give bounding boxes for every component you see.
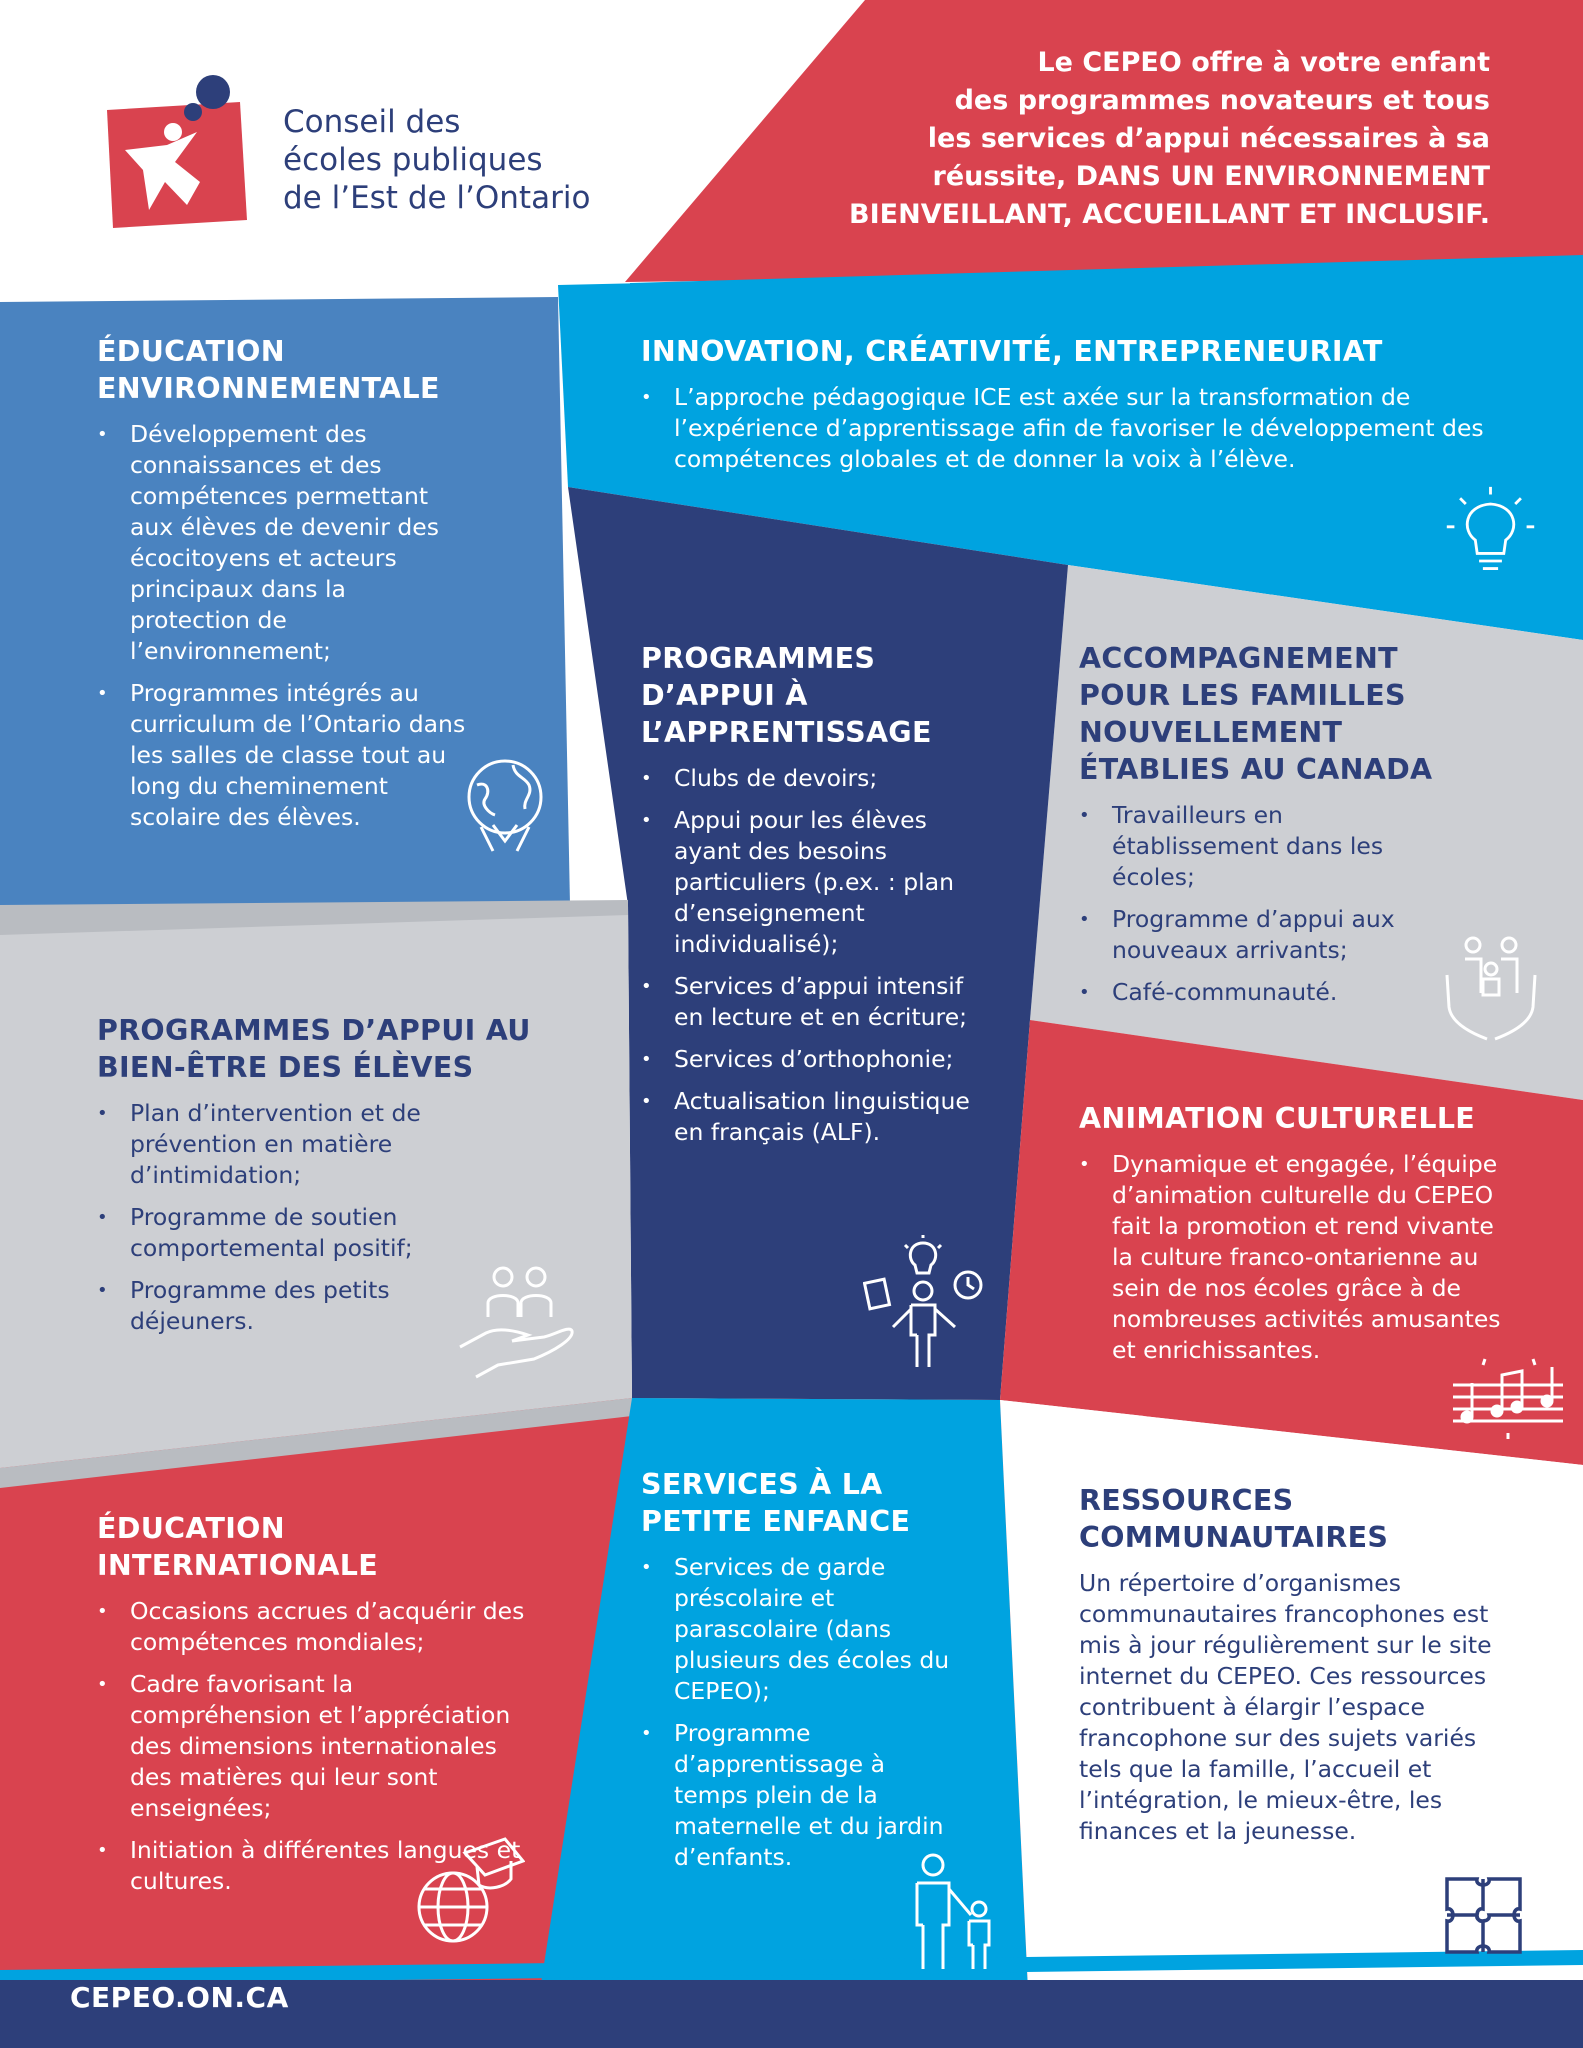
- header-tagline: [730, 44, 1490, 234]
- section-innovation: [641, 333, 1521, 486]
- section-title: [641, 333, 1521, 370]
- list-item: • Services d’orthophonie;: [641, 1044, 971, 1075]
- list-item: • Actualisation linguistique en français (ALF).: [641, 1086, 971, 1148]
- section-title-line: ÉDUCATION: [97, 1512, 285, 1545]
- section-ressources-communautaires: [1079, 1482, 1509, 1847]
- section-title: [1079, 640, 1519, 788]
- tagline-line: réussite, DANS UN ENVIRONNEMENT: [932, 161, 1490, 192]
- section-title-line: BIEN-ÊTRE DES ÉLÈVES: [97, 1051, 474, 1084]
- list-item: • Programme des petits déjeuners.: [97, 1275, 457, 1337]
- section-title-line: ENVIRONNEMENTALE: [97, 372, 440, 405]
- parent-child-icon: [905, 1853, 1005, 1973]
- bullet-list: [641, 1552, 961, 1873]
- list-item: • Programmes intégrés au curriculum de l’Ontario dans les salles de classe tout au long du cheminement scolaire des élèves.: [97, 678, 472, 833]
- section-appui-apprentissage: [641, 640, 971, 1159]
- list-item: • Dynamique et engagée, l’équipe d’animation culturelle du CEPEO fait la promotion et rend vivante la culture franco-ontarienne au sein de nos écoles grâce à de nombreuses activités amusantes et enrichissantes.: [1079, 1149, 1509, 1366]
- section-title-line: ACCOMPAGNEMENT: [1079, 642, 1398, 675]
- bullet-list: [1079, 1149, 1509, 1366]
- section-title: [641, 1466, 961, 1540]
- section-title-line: ANIMATION CULTURELLE: [1079, 1102, 1476, 1135]
- section-animation-culturelle: [1079, 1100, 1529, 1377]
- section-text: Un répertoire d’organismes communautaires francophones est mis à jour régulièrement sur le site internet du CEPEO. Ces ressources contribuent à élargir l’espace francophone sur des sujets variés tels que la famille, l’accueil et l’intégration, le mieux-être, les finances et la jeunesse.: [1079, 1569, 1492, 1845]
- tagline-line: des programmes novateurs et tous: [954, 85, 1490, 116]
- footer-website-link[interactable]: CEPEO.ON.CA: [70, 1981, 289, 2014]
- section-title-line: RESSOURCES: [1079, 1484, 1294, 1517]
- section-title-line: PROGRAMMES D’APPUI AU: [97, 1014, 531, 1047]
- org-name-line: écoles publiques: [283, 142, 543, 178]
- student-ideas-icon: [863, 1235, 988, 1370]
- section-title-line: ÉDUCATION: [97, 335, 285, 368]
- section-title: [97, 1012, 567, 1086]
- list-item: • Occasions accrues d’acquérir des compétences mondiales;: [97, 1596, 537, 1658]
- section-petite-enfance: [641, 1466, 961, 1884]
- section-title-line: INTERNATIONALE: [97, 1549, 379, 1582]
- hand-people-icon: [458, 1265, 578, 1380]
- list-item: • Plan d’intervention et de prévention en matière d’intimidation;: [97, 1098, 457, 1191]
- tagline-line: BIENVEILLANT, ACCUEILLANT ET INCLUSIF.: [849, 199, 1490, 230]
- list-item: • Programme d’apprentissage à temps plein de la maternelle et du jardin d’enfants.: [641, 1718, 961, 1873]
- section-title-line: PROGRAMMES: [641, 642, 876, 675]
- list-item: • Programme de soutien comportemental positif;: [97, 1202, 457, 1264]
- list-item: • Café-communauté.: [1079, 977, 1434, 1008]
- section-title-line: POUR LES FAMILLES: [1079, 679, 1406, 712]
- section-education-environnementale: [97, 333, 472, 844]
- section-title-line: COMMUNAUTAIRES: [1079, 1521, 1389, 1554]
- org-name-line: de l’Est de l’Ontario: [283, 180, 591, 216]
- list-item: • Travailleurs en établissement dans les écoles;: [1079, 800, 1434, 893]
- section-title: [1079, 1100, 1529, 1137]
- list-item: • Services d’appui intensif en lecture et en écriture;: [641, 971, 971, 1033]
- section-title-line: L’APPRENTISSAGE: [641, 716, 932, 749]
- list-item: • Cadre favorisant la compréhension et l’appréciation des dimensions internationales des matières qui leur sont enseignées;: [97, 1669, 537, 1824]
- family-hands-icon: [1441, 935, 1541, 1045]
- org-name: [283, 103, 590, 217]
- list-item: • Développement des connaissances et des compétences permettant aux élèves de devenir des écocitoyens et acteurs principaux dans la protection de l’environnement;: [97, 419, 472, 667]
- puzzle-icon: [1441, 1873, 1526, 1958]
- list-item: • Appui pour les élèves ayant des besoins particuliers (p.ex. : plan d’enseignement individualisé);: [641, 805, 971, 960]
- section-title: [1079, 1482, 1509, 1556]
- bullet-list: [97, 1098, 457, 1337]
- section-title: [641, 640, 971, 751]
- section-title-line: NOUVELLEMENT: [1079, 716, 1343, 749]
- list-item: • Clubs de devoirs;: [641, 763, 971, 794]
- org-name-line: Conseil des: [283, 104, 461, 140]
- section-title-line: D’APPUI À: [641, 679, 808, 712]
- bullet-list: [641, 382, 1521, 475]
- section-title: [97, 1510, 537, 1584]
- cepeo-logo-icon: [105, 70, 255, 230]
- section-title-line: INNOVATION, CRÉATIVITÉ, ENTREPRENEURIAT: [641, 335, 1383, 368]
- section-title-line: PETITE ENFANCE: [641, 1505, 911, 1538]
- tagline-line: les services d’appui nécessaires à sa: [927, 123, 1490, 154]
- bullet-list: [97, 419, 472, 833]
- lightbulb-icon: [1443, 485, 1538, 580]
- section-title-line: ÉTABLIES AU CANADA: [1079, 753, 1433, 786]
- music-notes-icon: [1453, 1355, 1563, 1440]
- list-item: • Initiation à différentes langues et cultures.: [97, 1835, 537, 1897]
- bullet-list: [641, 763, 971, 1148]
- tagline-line: Le CEPEO offre à votre enfant: [1037, 47, 1490, 78]
- list-item: • Programme d’appui aux nouveaux arrivants;: [1079, 904, 1434, 966]
- list-item: • L’approche pédagogique ICE est axée sur la transformation de l’expérience d’apprentissage afin de favoriser le développement des compétences globales et de donner la voix à l’élève.: [641, 382, 1521, 475]
- section-title: [97, 333, 472, 407]
- list-item: • Services de garde préscolaire et parascolaire (dans plusieurs des écoles du CEPEO);: [641, 1552, 961, 1707]
- globe-graduation-icon: [415, 1835, 525, 1945]
- section-title-line: SERVICES À LA: [641, 1468, 883, 1501]
- globe-hands-icon: [455, 755, 555, 855]
- bullet-list: [1079, 800, 1434, 1008]
